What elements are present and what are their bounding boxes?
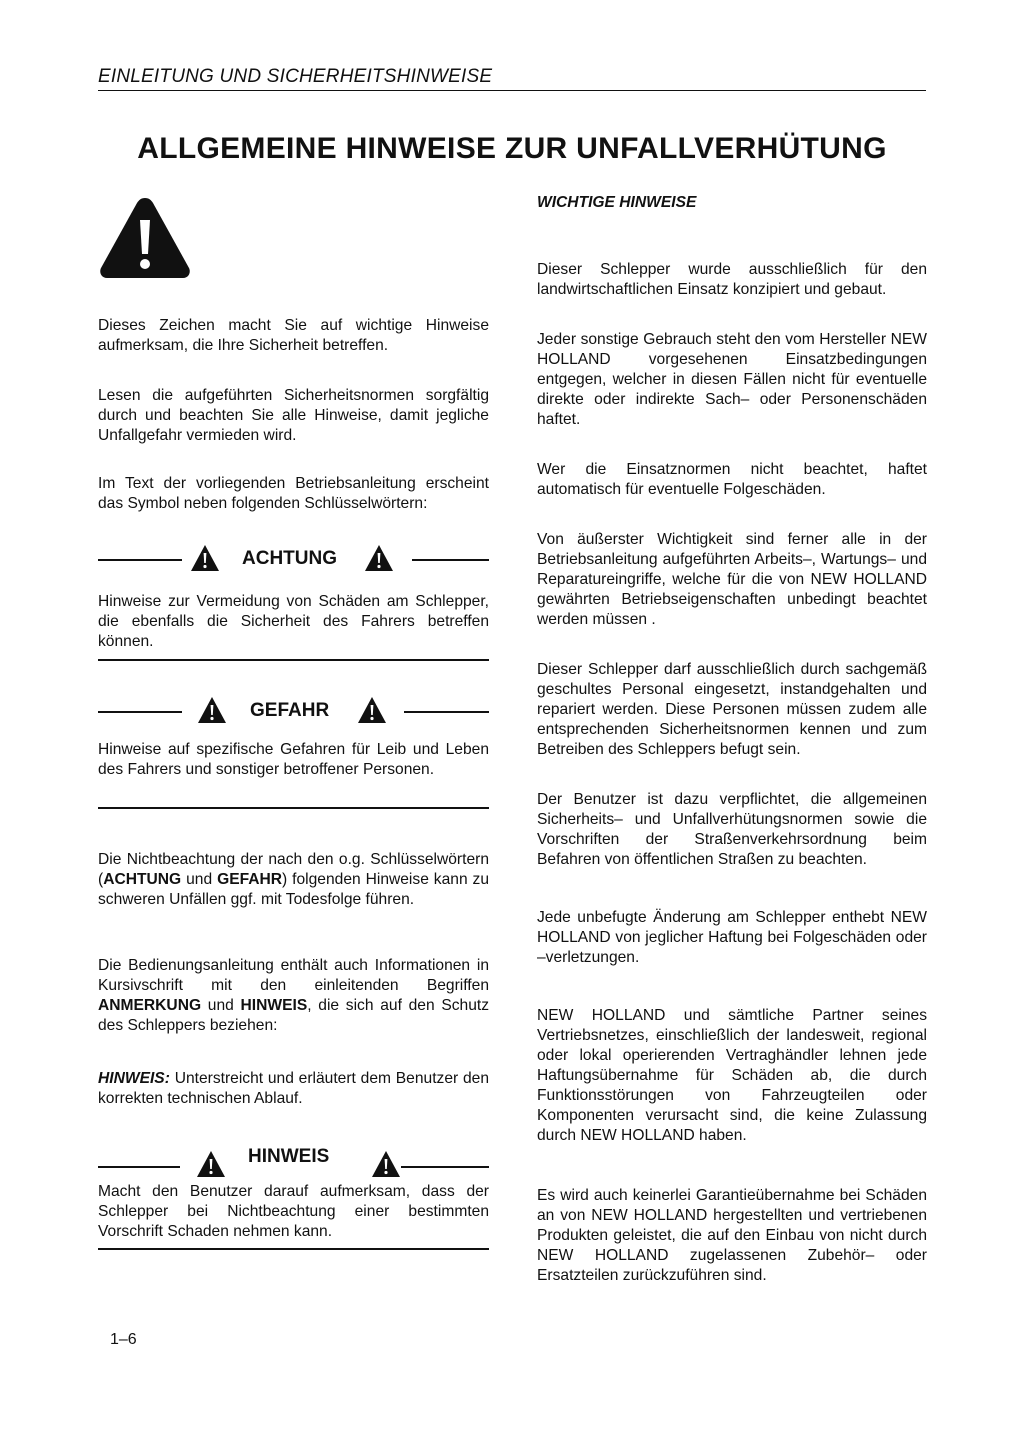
- notes-paragraph-5: Dieser Schlepper darf ausschließlich durch sachgemäß geschultes Personal eingesetzt, instandgehalten und repariert werden. Diese Personen müssen zudem alle entsprechenden Sicherheitsnormen kennen und zum Betreiben des Schleppers befugt sein.: [537, 661, 927, 758]
- gefahr-banner: [98, 694, 489, 728]
- hinweis-text: Macht den Benutzer darauf aufmerksam, dass der Schlepper bei Nichtbeachtung einer bestimmten Vorschrift Schaden nehmen kann.: [98, 1183, 489, 1240]
- italic-info-paragraph: Die Bedienungsanleitung enthält auch Informationen in Kursivschrift mit den einleitenden Begriffen ANMERKUNG und HINWEIS, die sich auf den Schutz des Schleppers beziehen:: [98, 957, 490, 1034]
- notes-paragraph-9: Es wird auch keinerlei Garantieübernahme bei Schäden an von NEW HOLLAND hergestellten und vertriebenen Produkten geleistet, die auf den Einbau von nicht durch NEW HOLLAND zugelassenen Zubehör– oder Ersatzteilen zurückzuführen sind.: [537, 1187, 927, 1284]
- hinweis-note-paragraph: HINWEIS: Unterstreicht und erläutert dem Benutzer den korrekten technischen Ablauf.: [98, 1070, 489, 1107]
- achtung-text: Hinweise zur Vermeidung von Schäden am Schlepper, die ebenfalls die Sicherheit des Fahrers betreffen können.: [98, 593, 489, 650]
- important-notes-heading: WICHTIGE HINWEISE: [537, 194, 697, 211]
- page-title: ALLGEMEINE HINWEISE ZUR UNFALLVERHÜTUNG: [137, 132, 887, 165]
- achtung-label: ACHTUNG: [242, 548, 337, 569]
- consequence-paragraph: Die Nichtbeachtung der nach den o.g. Schlüsselwörtern (ACHTUNG und GEFAHR) folgenden Hinweise kann zu schweren Unfällen ggf. mit Todesfolge führen.: [98, 851, 490, 908]
- notes-paragraph-3: Wer die Einsatznormen nicht beachtet, haftet automatisch für eventuelle Folgeschäden.: [537, 461, 927, 498]
- notes-paragraph-4: Von äußerster Wichtigkeit sind ferner alle in der Betriebsanleitung aufgeführten Arbeits–, Wartungs– und Reparatureingriffe, welche für die von NEW HOLLAND gewährten Betriebseigenschaften unbedingt beachtet werden müssen .: [537, 531, 927, 628]
- notes-paragraph-2: Jeder sonstige Gebrauch steht den vom Hersteller NEW HOLLAND vorgesehenen Einsatzbedingungen entgegen, welcher in diesen Fällen nicht für eventuelle direkte oder indirekte Sach– oder Personenschäden haftet.: [537, 331, 927, 428]
- divider: [98, 807, 489, 809]
- gefahr-text: Hinweise auf spezifische Gefahren für Leib und Leben des Fahrers und sonstiger betroffener Personen.: [98, 741, 489, 778]
- notes-paragraph-6: Der Benutzer ist dazu verpflichtet, die allgemeinen Sicherheits– und Unfallverhütungsnormen sowie die Vorschriften der Straßenverkehrsordnung beim Befahren von öffentlichen Straßen zu beachten.: [537, 791, 927, 868]
- warning-triangle-icon: [364, 544, 394, 572]
- hinweis-banner: [98, 1142, 489, 1176]
- divider: [98, 659, 489, 661]
- warning-triangle-icon: [371, 1150, 401, 1178]
- achtung-banner: [98, 542, 489, 576]
- gefahr-label: GEFAHR: [250, 700, 330, 721]
- warning-triangle-icon: [190, 544, 220, 572]
- warning-triangle-icon: [196, 1150, 226, 1178]
- notes-paragraph-7: Jede unbefugte Änderung am Schlepper enthebt NEW HOLLAND von jeglicher Haftung bei Folgeschäden oder –verletzungen.: [537, 909, 927, 966]
- hinweis-label: HINWEIS: [248, 1146, 330, 1167]
- intro-paragraph-3: Im Text der vorliegenden Betriebsanleitung erscheint das Symbol neben folgenden Schlüsselwörtern:: [98, 475, 489, 512]
- warning-triangle-icon: [98, 194, 192, 282]
- page-number: 1–6: [110, 1331, 137, 1348]
- warning-triangle-icon: [357, 696, 387, 724]
- warning-triangle-icon: [197, 696, 227, 724]
- section-header: EINLEITUNG UND SICHERHEITSHINWEISE: [98, 66, 926, 91]
- intro-paragraph-2: Lesen die aufgeführten Sicherheitsnormen sorgfältig durch und beachten Sie alle Hinweise, damit jegliche Unfallgefahr vermieden wird.: [98, 387, 489, 444]
- notes-paragraph-8: NEW HOLLAND und sämtliche Partner seines Vertriebsnetzes, einschließlich der landesweit, regional oder lokal operierenden Vertraghändler lehnen jede Haftungsübernahme für Schäden ab, die durch Funktionsstörungen von Fahrzeugteilen oder Komponenten verursacht sind, die keine Zulassung durch NEW HOLLAND haben.: [537, 1007, 927, 1144]
- divider: [98, 1248, 489, 1250]
- notes-paragraph-1: Dieser Schlepper wurde ausschließlich für den landwirtschaftlichen Einsatz konzipiert und gebaut.: [537, 261, 927, 298]
- intro-paragraph-1: Dieses Zeichen macht Sie auf wichtige Hinweise aufmerksam, die Ihre Sicherheit betreffen.: [98, 317, 489, 354]
